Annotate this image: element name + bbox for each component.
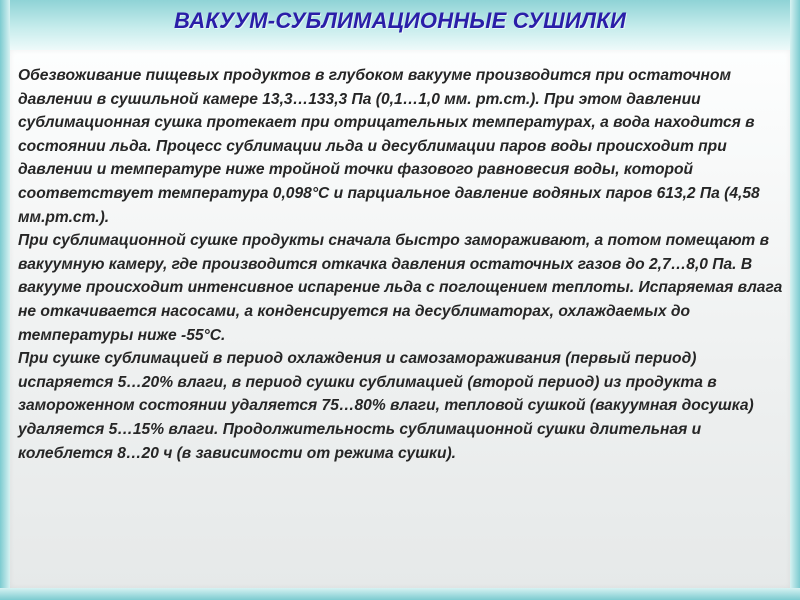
frame-bottom-border [0, 588, 800, 600]
slide-body [18, 64, 788, 465]
paragraph-freezing-process: При сублимационной сушке продукты сначала быстро замораживают, а потом помещают в вакуумную камеру, где производится откачка давления остаточных газов до 2,7…8,0 Па. В вакууме происходит интенсивное испарение льда с поглощением теплоты. Испаряемая влага не откачивается насосами, а конденсируется на десублиматорах, охлаждаемых до температуры ниже -55°С. [18, 232, 783, 344]
frame-right-border [790, 0, 800, 600]
paragraph-vacuum-drying: Обезвоживание пищевых продуктов в глубоком вакууме производится при остаточном давлении в сушильной камере 13,3…133,3 Па (0,1…1,0 мм. рт.ст.). При этом давлении сублимационная сушка протекает при отрицательных температурах, а вода находится в состоянии льда. Процесс сублимации льда и десублимации паров воды происходит при давлении и температуре ниже тройной точки фазового равновесия воды, которой соответствует температура 0,098°С и парциальное давление водяных паров 613,2 Па (4,58 мм.рт.ст.). [18, 67, 760, 226]
frame-left-border [0, 0, 10, 600]
slide-title: ВАКУУМ-СУБЛИМАЦИОННЫЕ СУШИЛКИ [174, 8, 626, 33]
paragraph-drying-periods: При сушке сублимацией в период охлаждения и самозамораживания (первый период) испаряется 5…20% влаги, в период сушки сублимацией (второй период) из продукта в замороженном состоянии удаляется 75…80% влаги, тепловой сушкой (вакуумная досушка) удаляется 5…15% влаги. Продолжительность сублимационной сушки длительная и колеблется 8…20 ч (в зависимости от режима сушки). [18, 350, 754, 462]
